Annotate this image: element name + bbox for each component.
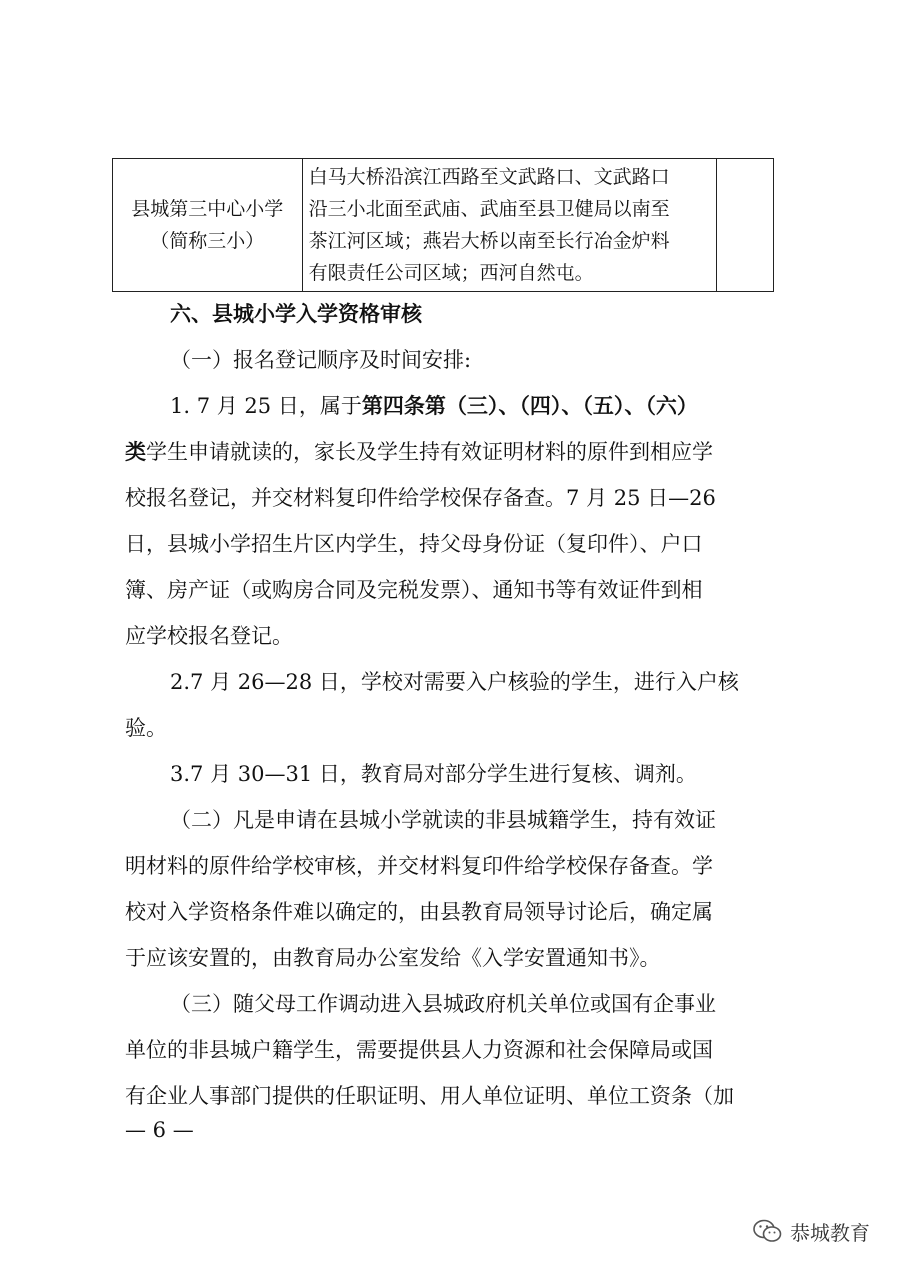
district-table [112, 158, 774, 292]
section-heading: 六、县城小学入学资格审核 [170, 301, 422, 326]
area-line: 白马大桥沿滨江西路至文武路口、文武路口 [308, 166, 670, 188]
item-2-line: 验。 [125, 716, 167, 740]
school-name-cell: 县城第三中心小学（简称三小） [113, 159, 303, 292]
item-1-line [125, 436, 805, 468]
remarks-cell [716, 159, 773, 292]
watermark-label: 恭城教育 [790, 1220, 870, 1245]
district-area-cell [302, 159, 716, 292]
area-line: 有限责任公司区域；西河自然屯。 [308, 262, 594, 284]
subsection-2-line: （二）凡是申请在县城小学就读的非县城籍学生，持有效证 [170, 808, 716, 832]
area-line: 茶江河区域；燕岩大桥以南至长行冶金炉料 [308, 230, 670, 252]
item-1-line: 日，县城小学招生片区内学生，持父母身份证（复印件）、户口 [125, 532, 703, 556]
wechat-icon [752, 1218, 782, 1244]
subsection-2-line: 明材料的原件给学校审核，并交材料复印件给学校保存备查。学 [125, 854, 713, 878]
wechat-watermark [752, 1216, 870, 1246]
item-1-line: 校报名登记，并交材料复印件给学校保存备查。7 月 25 日—26 [125, 486, 716, 510]
item-1-rest: 学生申请就读的，家长及学生持有效证明材料的原件到相应学 [146, 440, 713, 464]
item-1-bold-clause: 第四条第（三）、（四）、（五）、（六） [361, 393, 698, 418]
item-1-lead: 1. 7 月 25 日，属于 [170, 394, 362, 418]
item-1-bold-class: 类 [125, 439, 146, 464]
subsection-1-title: （一）报名登记顺序及时间安排: [170, 348, 472, 372]
item-3-line: 3.7 月 30—31 日，教育局对部分学生进行复核、调剂。 [170, 762, 697, 786]
subsection-2-line: 于应该安置的，由教育局办公室发给《入学安置通知书》。 [125, 946, 661, 970]
subsection-3-line: 有企业人事部门提供的任职证明、用人单位证明、单位工资条（加 [125, 1084, 734, 1108]
item-1-line: 簿、房产证（或购房合同及完税发票）、通知书等有效证件到相 [125, 578, 703, 602]
area-line: 沿三小北面至武庙、武庙至县卫健局以南至 [308, 198, 670, 220]
item-1-first-line [170, 390, 805, 422]
table-row [113, 159, 774, 292]
page-number: — 6 — [125, 1118, 194, 1142]
subsection-3-line: 单位的非县城户籍学生，需要提供县人力资源和社会保障局或国 [125, 1038, 713, 1062]
item-1-line: 应学校报名登记。 [125, 624, 293, 648]
subsection-2-line: 校对入学资格条件难以确定的，由县教育局领导讨论后，确定属 [125, 900, 713, 924]
item-2-line: 2.7 月 26—28 日，学校对需要入户核验的学生，进行入户核 [170, 670, 739, 694]
subsection-3-line: （三）随父母工作调动进入县城政府机关单位或国有企事业 [170, 992, 716, 1016]
